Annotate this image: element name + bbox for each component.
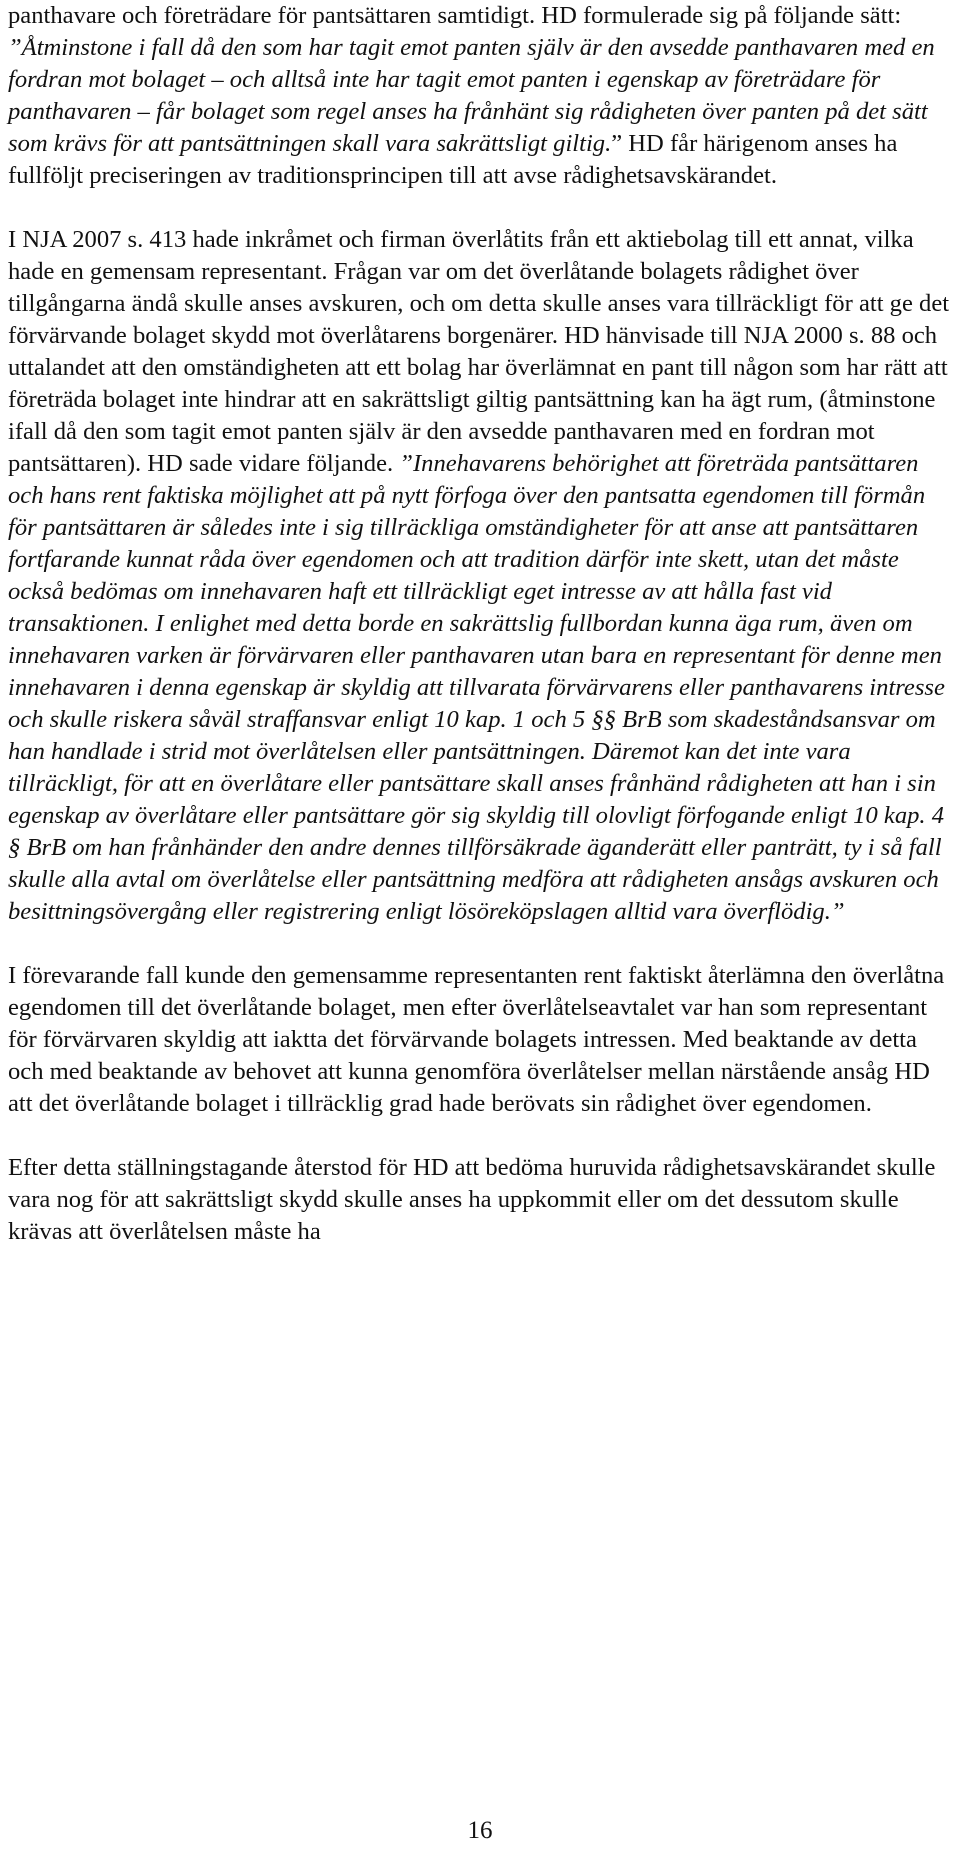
- document-page: [8, 0, 952, 1248]
- page-number: 16: [467, 1817, 493, 1844]
- court-quote: ”Innehavarens behörighet att företräda pantsättaren och hans rent faktiska möjlighet att på nytt förfoga över den pantsatta egendomen till förmån för pantsättaren är således inte i sig tillräckliga omständigheter för att anse att pantsättaren fortfarande kunnat råda över egendomen och att tradition därför inte skett, utan det måste också bedömas om innehavaren haft ett tillräckligt eget intresse av att hålla fast vid transaktionen. I enlighet med detta borde en sakrättslig fullbordan kunna äga rum, även om innehavaren varken är förvärvaren eller panthavaren utan bara en representant för denne men innehavaren i denna egenskap är skyldig att tillvarata förvärvarens eller panthavarens intresse och skulle riskera såväl straffansvar enligt 10 kap. 1 och 5 §§ BrB som skadeståndsansvar om han handlade i strid mot överlåtelsen eller pantsättningen. Däremot kan det inte vara tillräckligt, för att en överlåtare eller pantsättare skall anses frånhänd rådigheten att han i sin egenskap av överlåtare eller pantsättare gör sig skyldig till olovligt förfogande enligt 10 kap. 4 § BrB om han frånhänder den andre dennes tillförsäkrade äganderätt eller panträtt, ty i så fall skulle alla avtal om överlåtelse eller pantsättning medföra att rådigheten ansågs avskuren och besittningsövergång eller registrering enligt lösöreköpslagen alltid vara överflödig.”: [8, 450, 945, 925]
- paragraph-conclusion: Efter detta ställningstagande återstod för HD att bedöma huruvida rådighetsavskärandet skulle vara nog för att sakrättsligt skydd skulle anses ha uppkommit eller om det dessutom skulle krävas att överlåtelsen måste ha: [8, 1154, 936, 1245]
- court-quote: ”Åtminstone i fall då den som har tagit emot panten själv är den avsedde panthavaren med en fordran mot bolaget – och alltså inte har tagit emot panten i egenskap av företrädare för panthavaren – får bolaget som regel anses ha frånhänt sig rådigheten över panten på det sätt som krävs för att pantsättningen skall vara sakrättsligt giltig.: [8, 34, 935, 157]
- paragraph-text: panthavare och företrädare för pantsättaren samtidigt. HD formulerade sig på följande sätt:: [8, 2, 902, 29]
- paragraph-nja-2007: [8, 224, 952, 928]
- paragraph-text: I NJA 2007 s. 413 hade inkråmet och firman överlåtits från ett aktiebolag till ett annat, vilka hade en gemensam representant. Frågan var om det överlåtande bolagets rådighet över tillgångarna ändå skulle anses avskuren, och om detta skulle anses vara tillräckligt för att ge det förvärvande bolaget skydd mot överlåtarens borgenärer. HD hänvisade till NJA 2000 s. 88 och uttalandet att den omständigheten att ett bolag har överlämnat en pant till någon som har rätt att företräda bolaget inte hindrar att en sakrättsligt giltig pantsättning kan ha ägt rum, (åtminstone ifall då den som tagit emot panten själv är den avsedde panthavaren med en fordran mot pantsättaren). HD sade vidare följande.: [8, 226, 950, 477]
- paragraph-text: ” HD får härigenom anses ha fullföljt preciseringen av traditionsprincipen till att avse rådighetsavskärandet.: [8, 130, 898, 189]
- paragraph-representative: I förevarande fall kunde den gemensamme representanten rent faktiskt återlämna den överlåtna egendomen till det överlåtande bolaget, men efter överlåtelseavtalet var han som representant för förvärvaren skyldig att iaktta det förvärvande bolagets intressen. Med beaktande av detta och med beaktande av behovet att kunna genomföra överlåtelser mellan närstående ansåg HD att det överlåtande bolaget i tillräcklig grad hade berövats sin rådighet över egendomen.: [8, 962, 945, 1117]
- paragraph-nja-2000: [8, 0, 952, 192]
